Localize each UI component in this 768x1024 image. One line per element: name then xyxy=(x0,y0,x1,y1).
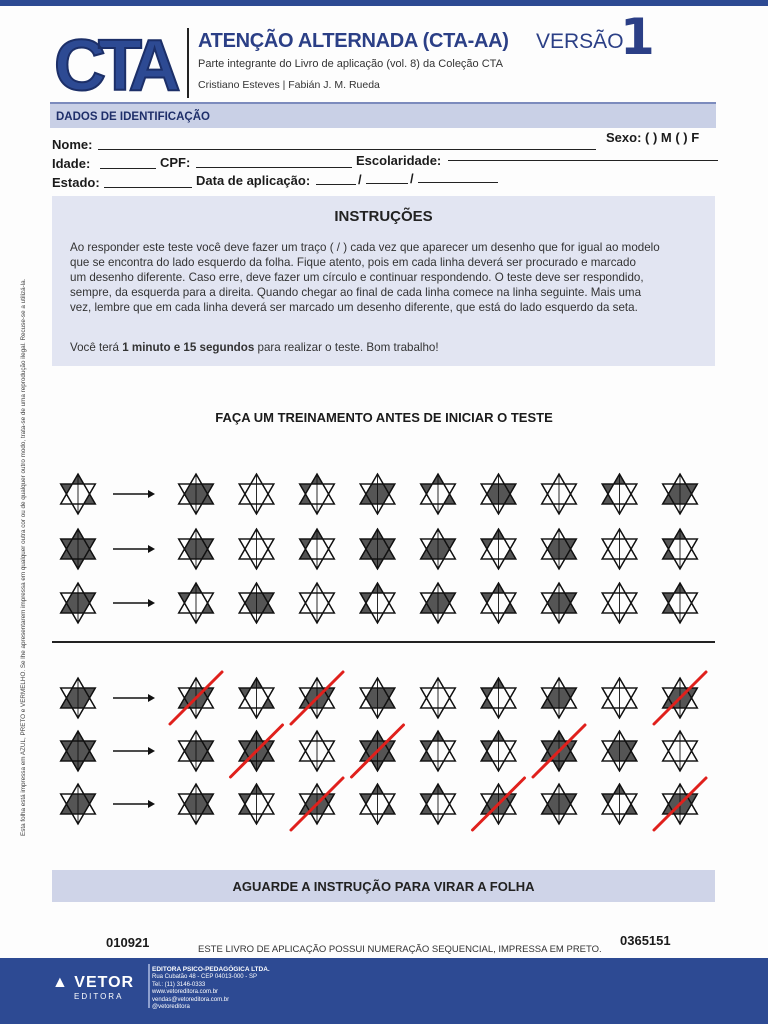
option-star xyxy=(360,529,395,569)
data-separator: / xyxy=(410,171,414,186)
option-star xyxy=(179,529,214,569)
data-day-field[interactable] xyxy=(316,172,356,185)
idade-label: Idade: xyxy=(52,156,91,171)
vetor-icon: ▲ xyxy=(52,974,75,991)
option-star xyxy=(360,784,395,824)
svg-text:CTA: CTA xyxy=(54,28,173,98)
serial-left: 010921 xyxy=(106,935,150,950)
cpf-label: CPF: xyxy=(160,155,191,170)
vetor-logo: ▲ VETOR EDITORA xyxy=(52,974,135,1001)
page-title: ATENÇÃO ALTERNADA (CTA-AA) xyxy=(198,30,509,52)
serial-right: 0365151 xyxy=(620,933,671,948)
option-star xyxy=(542,474,577,514)
option-star xyxy=(179,784,214,824)
arrow-icon xyxy=(113,599,155,607)
publisher-info: EDITORA PSICO-PEDAGÓGICA LTDA. Rua Cubatão 48 - CEP 04013-000 - SP Tel.: (11) 3146-0333 www.vetoreditora.com.br vendas@vetoreditora.com.br @vetoreditora xyxy=(152,966,270,1011)
data-month-field[interactable] xyxy=(366,171,408,184)
instructions-line: sempre, da esquerda para a direita. Quando chegar ao final de cada linha comece na linha seguinte. Mais uma xyxy=(70,286,642,299)
model-star xyxy=(61,731,96,771)
option-star xyxy=(300,731,335,771)
arrow-icon xyxy=(113,800,155,808)
option-star xyxy=(663,474,698,514)
option-star xyxy=(239,678,274,718)
option-star xyxy=(360,474,395,514)
star-grid xyxy=(0,460,768,840)
option-star xyxy=(239,474,274,514)
option-star xyxy=(421,474,456,514)
svg-text:Esta folha está impressa em AZ: Esta folha está impressa em AZUL, PRETO e VERMELHO. Se lhe apresentarem impressa em qualquer outra cor ou de qualquer outro modo, trata-se de uma reprodução ilegal. Recuse-se a utilizá-la. xyxy=(20,278,27,836)
idade-field[interactable] xyxy=(100,156,156,169)
option-star xyxy=(602,474,637,514)
identification-title: DADOS DE IDENTIFICAÇÃO xyxy=(56,111,210,123)
data-separator: / xyxy=(358,172,362,187)
data-label: Data de aplicação: xyxy=(196,173,311,188)
option-star xyxy=(542,784,577,824)
option-star xyxy=(481,474,516,514)
option-star xyxy=(542,529,577,569)
cpf-field[interactable] xyxy=(196,155,352,168)
cta-logo xyxy=(52,28,182,98)
footer-divider xyxy=(148,964,150,1008)
sexo-label[interactable]: Sexo: ( ) M ( ) F xyxy=(606,130,700,145)
option-star xyxy=(179,731,214,771)
nome-label: Nome: xyxy=(52,137,93,152)
section-divider xyxy=(52,641,715,643)
model-star xyxy=(61,678,96,718)
wait-banner xyxy=(52,870,715,902)
data-year-field[interactable] xyxy=(418,170,498,183)
authors: Cristiano Esteves | Fabián J. M. Rueda xyxy=(198,79,380,91)
option-star xyxy=(602,678,637,718)
option-star xyxy=(239,529,274,569)
instructions-line: um desenho diferente. Caso erre, deve fazer um círculo e continuar respondendo. O teste deve ser respondido, xyxy=(70,271,644,284)
option-star xyxy=(421,583,456,623)
instructions-line: vez, lembre que em cada linha deverá ser marcado um desenho diferente, que está do lado esquerdo da seta. xyxy=(70,301,638,314)
option-star xyxy=(239,784,274,824)
option-star xyxy=(360,583,395,623)
option-star xyxy=(481,529,516,569)
option-star xyxy=(421,529,456,569)
escolaridade-field[interactable] xyxy=(448,148,718,161)
option-star xyxy=(300,529,335,569)
version-number: 1 xyxy=(620,8,655,66)
option-star xyxy=(542,678,577,718)
option-star xyxy=(481,731,516,771)
model-star xyxy=(61,474,96,514)
option-star xyxy=(481,678,516,718)
option-star xyxy=(602,784,637,824)
option-star xyxy=(421,678,456,718)
option-star xyxy=(602,731,637,771)
option-star xyxy=(239,583,274,623)
option-star xyxy=(300,474,335,514)
option-star xyxy=(542,583,577,623)
model-star xyxy=(61,583,96,623)
wait-text: AGUARDE A INSTRUÇÃO PARA VIRAR A FOLHA xyxy=(232,879,535,894)
option-star xyxy=(421,731,456,771)
version-label: VERSÃO xyxy=(536,30,624,53)
option-star xyxy=(602,583,637,623)
option-star xyxy=(602,529,637,569)
subtitle: Parte integrante do Livro de aplicação (vol. 8) da Coleção CTA xyxy=(198,58,503,70)
option-star xyxy=(663,529,698,569)
arrow-icon xyxy=(113,545,155,553)
option-star xyxy=(421,784,456,824)
training-title: FAÇA UM TREINAMENTO ANTES DE INICIAR O TESTE xyxy=(215,410,553,425)
identification-header xyxy=(50,102,716,128)
option-star xyxy=(360,678,395,718)
model-star xyxy=(61,529,96,569)
serial-note: ESTE LIVRO DE APLICAÇÃO POSSUI NUMERAÇÃO SEQUENCIAL, IMPRESSA EM PRETO. xyxy=(198,944,602,955)
option-star xyxy=(179,583,214,623)
header-divider xyxy=(187,28,189,98)
top-band xyxy=(0,0,768,6)
instructions-line: Ao responder este teste você deve fazer um traço ( / ) cada vez que aparecer um desenho que for igual ao modelo xyxy=(70,241,660,254)
time-instruction: Você terá 1 minuto e 15 segundos para realizar o teste. Bom trabalho! xyxy=(70,341,439,354)
instructions-title: INSTRUÇÕES xyxy=(334,208,433,225)
option-star xyxy=(179,474,214,514)
arrow-icon xyxy=(113,747,155,755)
option-star xyxy=(300,583,335,623)
option-star xyxy=(481,583,516,623)
option-star xyxy=(663,583,698,623)
instructions-box xyxy=(52,196,715,366)
estado-field[interactable] xyxy=(104,175,192,188)
estado-label: Estado: xyxy=(52,175,100,190)
option-star xyxy=(663,731,698,771)
instructions-line: que se encontra do lado esquerdo da folha. Fique atento, pois em cada linha deverá ser procurado e marcado xyxy=(70,256,636,269)
escolaridade-label: Escolaridade: xyxy=(356,153,442,168)
arrow-icon xyxy=(113,490,155,498)
arrow-icon xyxy=(113,694,155,702)
model-star xyxy=(61,784,96,824)
